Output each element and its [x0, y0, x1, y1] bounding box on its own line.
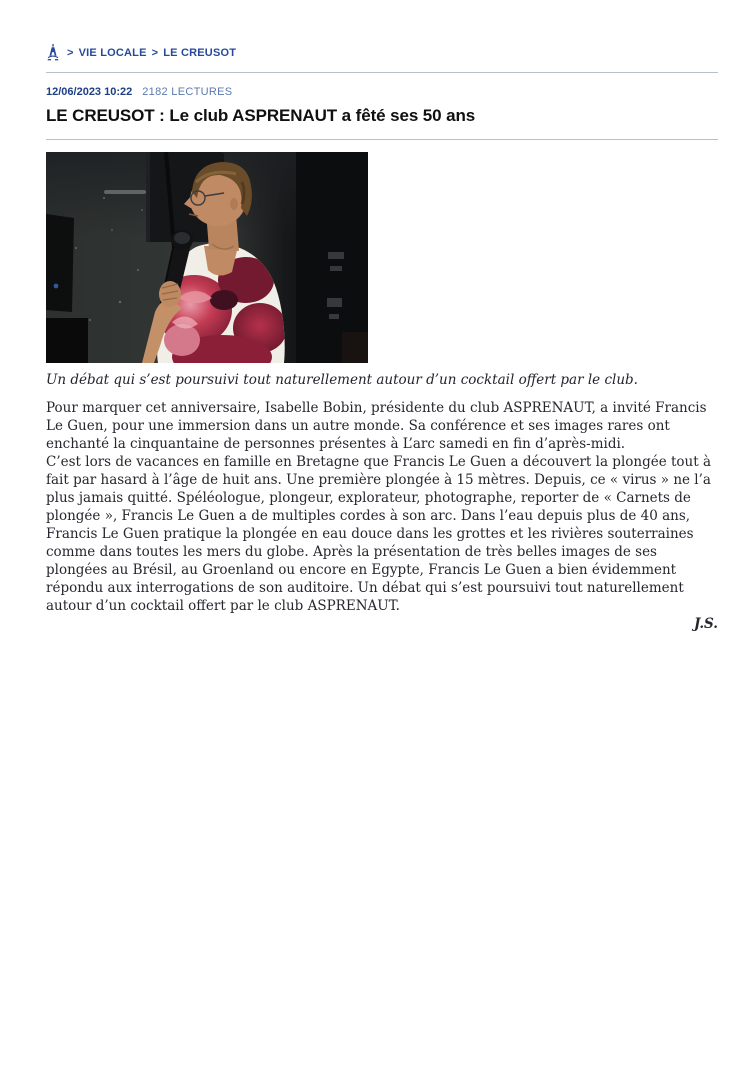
article-meta — [46, 86, 232, 98]
paragraph-2: C’est lors de vacances en famille en Bretagne que Francis Le Guen a découvert la plongée tout à fait par hasard à l’âge de huit ans. Une première plongée à 15 mètres. Depuis, ce « virus » ne l’a plus jamais quitté. Spéléologue, plongeur, explorateur, photographe, reporter de « Carnets de plongée », Francis Le Guen a de multiples cordes à son arc. Dans l’eau depuis plus de 40 ans, Francis Le Guen pratique la plongée en eau douce dans les grottes et les rivières souterraines comme dans toutes les mers du globe. Après la présentation de très belles images de ses plongées au Brésil, au Groenland ou encore en Egypte, Francis Le Guen a bien évidemment répondu aux interrogations de son auditoire. Un débat qui s’est poursuivi tout naturellement autour d’un cocktail offert par le club ASPRENAUT. — [46, 454, 712, 614]
eiffel-tower-icon[interactable] — [46, 44, 60, 61]
article-title: LE CREUSOT : Le club ASPRENAUT a fêté ses 50 ans — [46, 106, 476, 125]
breadcrumb-item-vie-locale[interactable]: VIE LOCALE — [78, 46, 147, 59]
article-photo — [46, 152, 368, 363]
publish-date: 12/06/2023 10:22 — [46, 86, 133, 98]
article-body — [46, 399, 718, 633]
paragraph-1: Pour marquer cet anniversaire, Isabelle Bobin, présidente du club ASPRENAUT, a invité Francis Le Guen, pour une immersion dans un autre monde. Sa conférence et ses images rares ont enchanté la cinquantaine de personnes présentes à L’arc samedi en fin d’après-midi. — [46, 400, 707, 452]
divider-title — [46, 139, 718, 140]
breadcrumb-item-le-creusot[interactable]: LE CREUSOT — [163, 46, 237, 59]
breadcrumb — [46, 44, 236, 61]
article-figure — [46, 152, 718, 388]
author-signature: J.S. — [693, 616, 718, 632]
breadcrumb-separator: > — [67, 46, 74, 59]
photo-caption: Un débat qui s’est poursuivi tout naturellement autour d’un cocktail offert par le club. — [46, 372, 638, 388]
breadcrumb-separator: > — [151, 46, 159, 59]
divider-top — [46, 72, 718, 73]
read-count: 2182 LECTURES — [142, 86, 233, 98]
